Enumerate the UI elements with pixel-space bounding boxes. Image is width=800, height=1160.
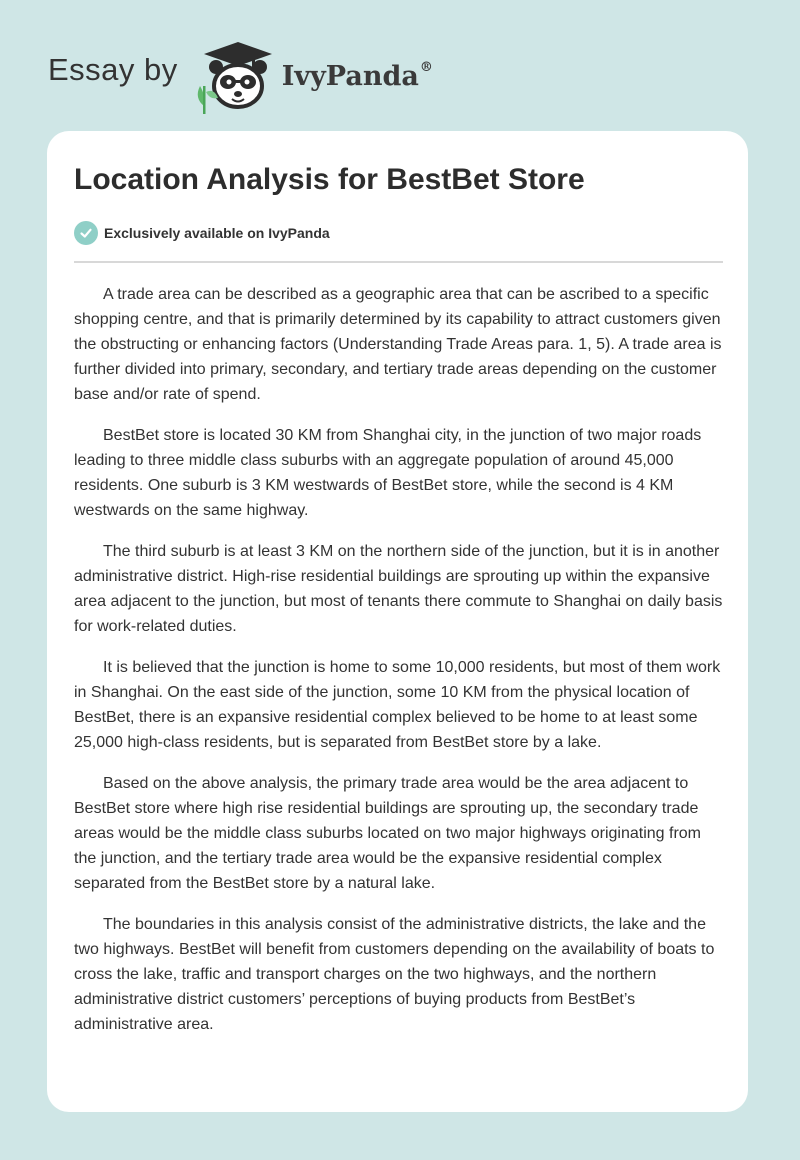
paragraph: BestBet store is located 30 KM from Shanghai city, in the junction of two major roads leading to three middle class suburbs with an aggregate population of around 45,000 residents. One suburb is 3 KM westwards of BestBet store, while the second is 4 KM westwards on the same highway. [74,427,702,519]
brand-name[interactable] [282,61,433,92]
panda-logo-icon[interactable] [192,36,278,116]
title-divider [74,261,723,263]
paragraph: Based on the above analysis, the primary trade area would be the area adjacent to BestBet store where high rise residential buildings are sprouting up, the secondary trade areas would be the middle class suburbs located on two major highways originating from the junction, and the tertiary trade area would be the expansive residential complex separated from the BestBet store by a natural lake. [74,775,701,892]
article-title: Location Analysis for BestBet Store [74,163,585,196]
site-header [48,36,433,116]
paragraph: The boundaries in this analysis consist of the administrative districts, the lake and the two highways. BestBet will benefit from customers depending on the availability of boats to cross the lake, traffic and transport charges on the two highways, and the northern administrative district customers’ perceptions of buying products from BestBet’s administrative area. [74,916,715,1033]
essay-by-label: Essay by [48,52,178,87]
exclusive-label: Exclusively available on IvyPanda [104,225,330,241]
check-icon [74,221,98,245]
paragraph: The third suburb is at least 3 KM on the northern side of the junction, but it is in another administrative district. High-rise residential buildings are sprouting up within the expansive area adjacent to the junction, but most of tenants there commute to Shanghai on daily basis for work-related duties. [74,543,723,635]
paragraph: It is believed that the junction is home to some 10,000 residents, but most of them work in Shanghai. On the east side of the junction, some 10 KM from the physical location of BestBet, there is an expansive residential complex believed to be home to at least some 25,000 high-class residents, but is separated from BestBet store by a lake. [74,659,721,751]
article-card [47,131,748,1112]
article-body [74,282,726,1053]
registered-mark: ® [419,59,433,75]
exclusive-badge [74,221,330,245]
paragraph: A trade area can be described as a geographic area that can be ascribed to a specific shopping centre, and that is primarily determined by its capability to attract customers given the obstructing or enhancing factors (Understanding Trade Areas para. 1, 5). A trade area is further divided into primary, secondary, and tertiary trade areas depending on the customer base and/or rate of spend. [74,286,722,403]
brand-text: IvyPanda [281,60,419,92]
